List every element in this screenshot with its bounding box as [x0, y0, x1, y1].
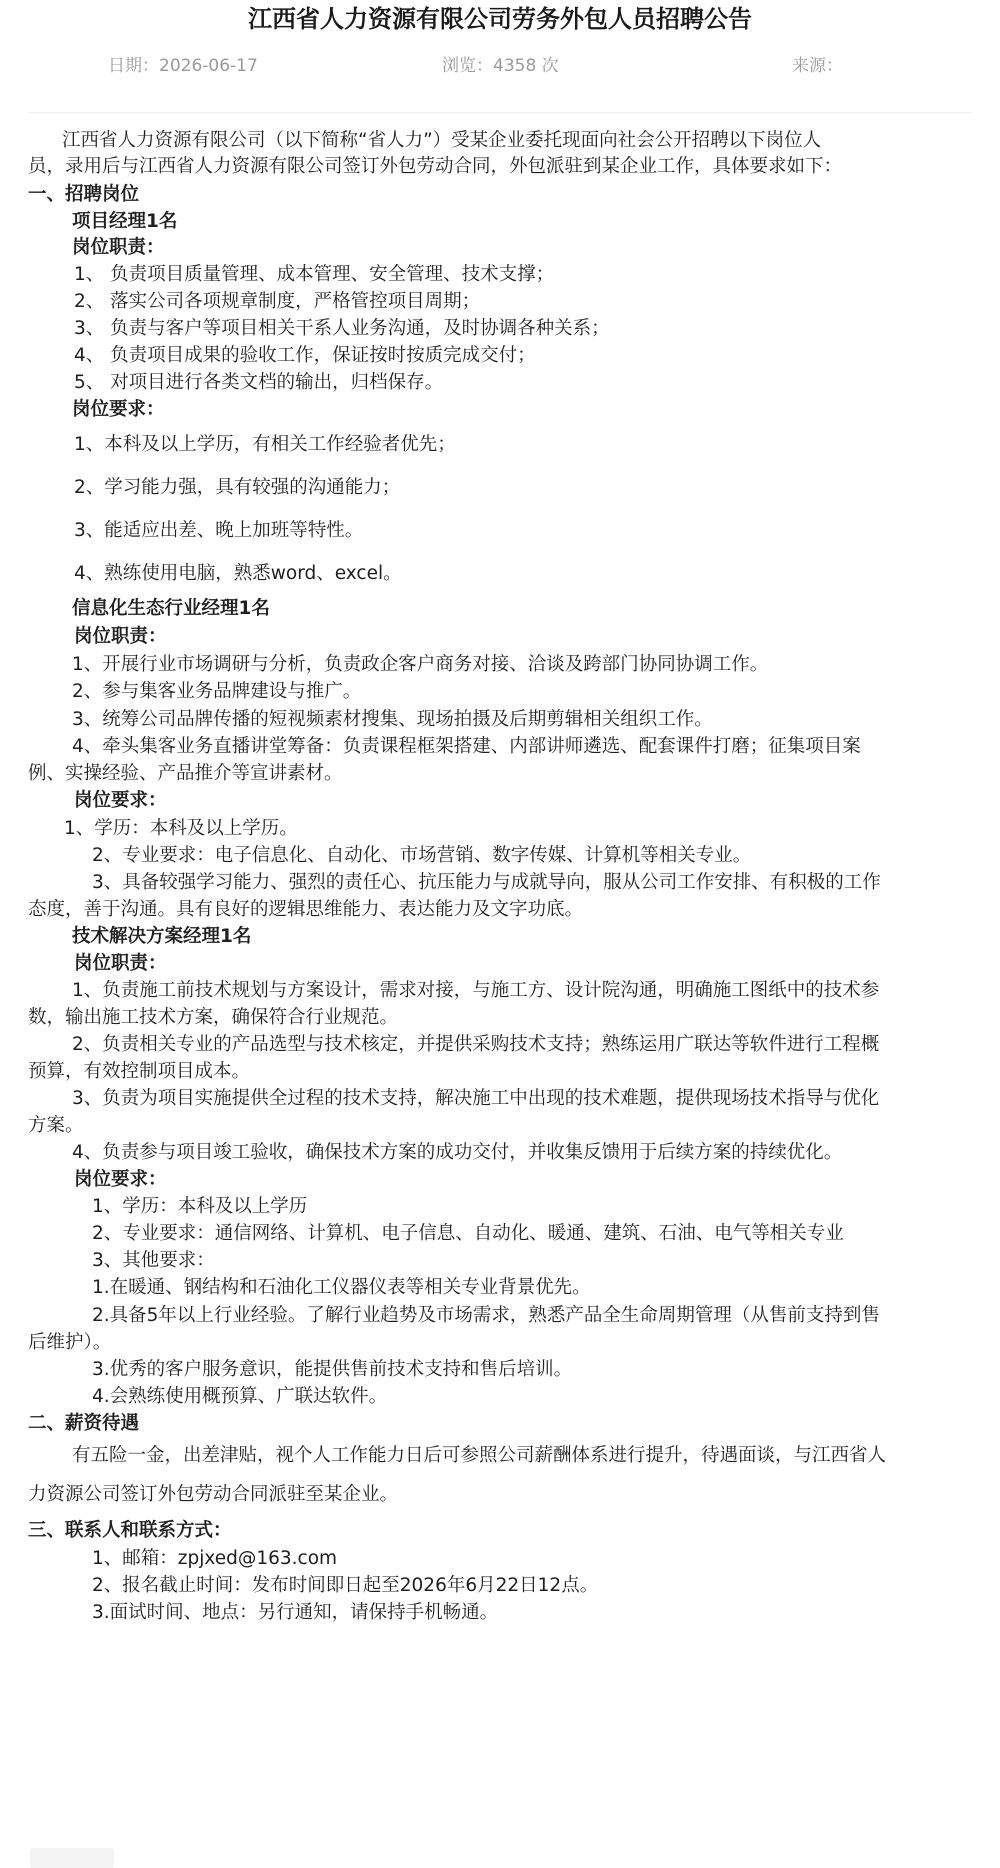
tsm-req-3-item-1: 1.在暖通、钢结构和石油化工仪器仪表等相关专业背景优先。 [92, 1277, 591, 1298]
tsm-req-3-item-2-line-1: 2.具备5年以上行业经验。了解行业趋势及市场需求，熟悉产品全生命周期管理（从售前支持到售 [92, 1305, 880, 1326]
view-count: 浏览：4358 次 [442, 56, 559, 76]
tsm-duty-1-line-1: 1、负责施工前技术规划与方案设计，需求对接，与施工方、设计院沟通，明确施工图纸中的技术参 [72, 980, 880, 1001]
tsm-req-2: 2、专业要求：通信网络、计算机、电子信息、自动化、暖通、建筑、石油、电气等相关专业 [92, 1223, 844, 1244]
pm-duty-5: 5、 对项目进行各类文档的输出，归档保存。 [74, 372, 444, 393]
pm-req-4: 4、熟练使用电脑，熟悉word、excel。 [74, 563, 402, 584]
iim-req-2: 2、专业要求：电子信息化、自动化、市场营销、数字传媒、计算机等相关专业。 [92, 845, 752, 866]
tsm-req-3-item-2-line-2: 后维护）。 [28, 1332, 112, 1353]
iim-req-3-line-1: 3、具备较强学习能力、强烈的责任心、抗压能力与成就导向，服从公司工作安排、有积极的工作 [92, 872, 881, 893]
salary-line-2: 力资源公司签订外包劳动合同派驻至某企业。 [28, 1484, 399, 1505]
tsm-requirements-heading: 岗位要求： [74, 1169, 167, 1190]
job-title-info-industry-manager: 信息化生态行业经理1名 [72, 598, 270, 619]
pm-req-1: 1、本科及以上学历，有相关工作经验者优先； [74, 434, 456, 455]
tsm-duty-2-line-2: 预算，有效控制项目成本。 [28, 1061, 251, 1082]
pm-req-2: 2、学习能力强，具有较强的沟通能力； [74, 477, 401, 498]
tsm-req-3-item-4: 4.会熟练使用概预算、广联达软件。 [92, 1386, 388, 1407]
pm-duty-2: 2、 落实公司各项规章制度，严格管控项目周期； [74, 291, 481, 312]
tsm-req-1: 1、学历：本科及以上学历 [92, 1196, 308, 1217]
tsm-duty-1-line-2: 数，输出施工技术方案，确保符合行业规范。 [28, 1007, 399, 1028]
tsm-duty-3-line-2: 方案。 [28, 1115, 84, 1136]
pm-duty-3: 3、 负责与客户等项目相关干系人业务沟通，及时协调各种关系； [74, 318, 610, 339]
tsm-duty-2-line-1: 2、负责相关专业的产品选型与技术核定，并提供采购技术支持；熟练运用广联达等软件进行工程概 [72, 1034, 880, 1055]
tsm-req-3-item-3: 3.优秀的客户服务意识，能提供售前技术支持和售后培训。 [92, 1359, 573, 1380]
iim-duty-4-line-1: 4、牵头集客业务直播讲堂筹备：负责课程框架搭建、内部讲师遴选、配套课件打磨；征集项目案 [72, 736, 861, 757]
salary-line-1: 有五险一金，出差津贴，视个人工作能力日后可参照公司薪酬体系进行提升，待遇面谈，与江西省人 [72, 1445, 887, 1466]
contact-interview: 3.面试时间、地点：另行通知，请保持手机畅通。 [92, 1602, 499, 1623]
section-heading-contact: 三、联系人和联系方式： [28, 1520, 232, 1541]
job-title-project-manager: 项目经理1名 [72, 211, 178, 232]
tsm-req-3: 3、其他要求： [92, 1250, 215, 1271]
iim-duty-2: 2、参与集客业务品牌建设与推广。 [72, 681, 362, 702]
iim-duty-4-line-2: 例、实操经验、产品推介等宣讲素材。 [28, 763, 343, 784]
pm-duty-4: 4、 负责项目成果的验收工作，保证按时按质完成交付； [74, 345, 536, 366]
iim-duty-1: 1、开展行业市场调研与分析，负责政企客户商务对接、洽谈及跨部门协同协调工作。 [72, 654, 769, 675]
contact-deadline: 2、报名截止时间：发布时间即日起至2026年6月22日12点。 [92, 1575, 599, 1596]
section-heading-positions: 一、招聘岗位 [28, 184, 140, 205]
pm-duties-heading: 岗位职责： [72, 237, 165, 258]
intro-line-1: 江西省人力资源有限公司（以下简称“省人力”）受某企业委托现面向社会公开招聘以下岗位人 [62, 130, 822, 151]
tsm-duty-3-line-1: 3、负责为项目实施提供全过程的技术支持，解决施工中出现的技术难题，提供现场技术指导与优化 [72, 1088, 880, 1109]
pm-duty-1: 1、 负责项目质量管理、成本管理、安全管理、技术支撑； [74, 264, 555, 285]
section-heading-salary: 二、薪资待遇 [28, 1413, 140, 1434]
iim-req-1: 1、学历：本科及以上学历。 [64, 818, 298, 839]
header-divider [28, 112, 972, 113]
article-title: 江西省人力资源有限公司劳务外包人员招聘公告 [248, 5, 752, 33]
contact-email: 1、邮箱：zpjxed@163.com [92, 1548, 338, 1569]
iim-duty-3: 3、统筹公司品牌传播的短视频素材搜集、现场拍摄及后期剪辑相关组织工作。 [72, 709, 713, 730]
job-title-tech-solution-manager: 技术解决方案经理1名 [72, 926, 252, 947]
tsm-duties-heading: 岗位职责： [74, 953, 167, 974]
footer-stub [30, 1848, 114, 1868]
intro-line-2: 员，录用后与江西省人力资源有限公司签订外包劳动合同，外包派驻到某企业工作，具体要求如下： [28, 156, 843, 177]
source-label: 来源： [792, 56, 843, 76]
iim-duties-heading: 岗位职责： [74, 626, 167, 647]
pm-requirements-heading: 岗位要求： [72, 399, 165, 420]
pm-req-3: 3、能适应出差、晚上加班等特性。 [74, 520, 364, 541]
publish-date: 日期：2026-06-17 [108, 56, 258, 76]
iim-requirements-heading: 岗位要求： [74, 790, 167, 811]
tsm-duty-4: 4、负责参与项目竣工验收，确保技术方案的成功交付，并收集反馈用于后续方案的持续优化。 [72, 1142, 843, 1163]
iim-req-3-line-2: 态度，善于沟通。具有良好的逻辑思维能力、表达能力及文字功底。 [28, 899, 584, 920]
